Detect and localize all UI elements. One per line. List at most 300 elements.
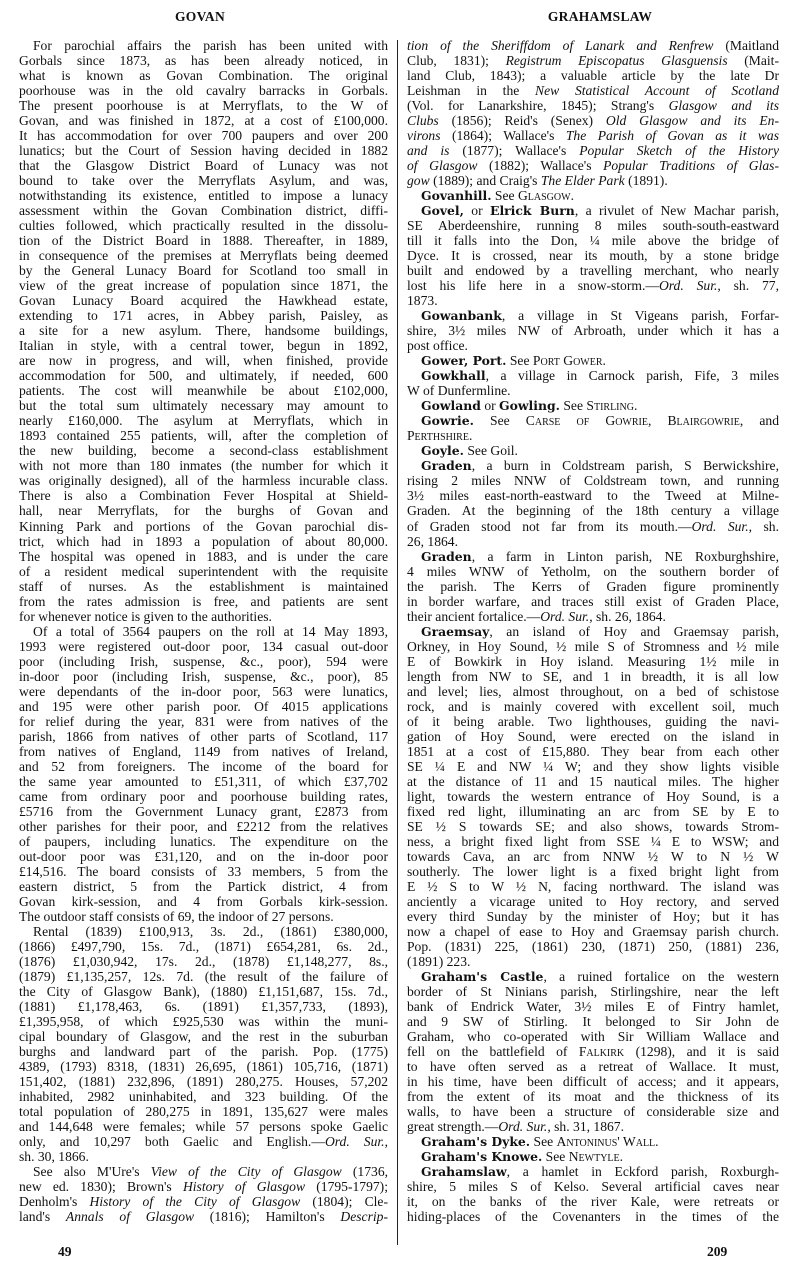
paragraph: [407, 1134, 779, 1149]
text-run: , an island of Hoy and Graemsay parish,: [489, 623, 779, 639]
text-line: [19, 654, 388, 669]
text-line: [407, 173, 779, 188]
cross-reference: Blairgowrie: [667, 413, 740, 429]
text-line: [407, 398, 779, 413]
page-number-right: 209: [707, 1244, 728, 1259]
text-line: [19, 879, 388, 894]
text-line: [19, 308, 388, 323]
text-run: parish, 1866 from natives of other parts of Scotland, 117: [19, 728, 388, 744]
text-run: £1,395,958, of which £925,530 was within the muni-: [19, 1014, 388, 1030]
text-run: (1876) £1,030,942, 17s. 2d., (1878) £1,148,277, 8s.,: [19, 953, 388, 969]
text-run: rising 2 miles NNW of Coldstream town, and running: [407, 473, 779, 489]
text-run: (1795-1797);: [305, 1179, 388, 1195]
paragraph: [19, 1164, 388, 1224]
text-run: (1736,: [341, 1164, 389, 1180]
text-line: [407, 774, 779, 789]
text-run: view of the great increase of population since 1871, the: [19, 278, 388, 294]
paragraph: [407, 353, 779, 368]
text-line: [19, 68, 388, 83]
text-run: .: [570, 188, 574, 204]
text-run: fell on the battlefield of: [407, 1044, 579, 1060]
italic-title: Registrum Episcopatus Glasguensis: [505, 53, 728, 69]
text-run: their ancient fortalice.—: [407, 608, 541, 624]
text-line: [407, 999, 779, 1014]
paragraph: [407, 203, 779, 308]
text-run: ness, a bright fixed light from SSE ¼ E to WSW; and: [407, 833, 779, 849]
text-line: [19, 128, 388, 143]
text-run: other parishes for their poor, and £2212 from the relatives: [19, 818, 388, 834]
text-run: , a village in Carnock parish, Fife, 3 miles: [485, 368, 779, 384]
text-line: [19, 684, 388, 699]
text-run: £5716 from the Government Lunacy grant, £2873 from: [19, 803, 388, 819]
text-run: accommodation for 500, and ultimately, if needed, 600: [19, 368, 388, 384]
paragraph: [407, 549, 779, 624]
italic-title: History of Glasgow: [182, 1179, 306, 1195]
italic-title: Popular Sketch of the History: [579, 143, 780, 159]
text-run: came from ordinary poor and poorhouse building rates,: [19, 788, 388, 804]
text-line: [407, 53, 779, 68]
text-run: from natives of England, 1149 from natives of Ireland,: [19, 743, 388, 759]
text-line: [407, 1074, 779, 1089]
paragraph: [407, 413, 779, 443]
italic-title: New Statistical Account of Scotland: [535, 83, 779, 99]
text-line: [407, 278, 779, 293]
text-line: [19, 233, 388, 248]
text-run: ,: [647, 413, 668, 429]
italic-title: Glasgow and its: [668, 98, 779, 114]
text-run: SE ¼ E and NW ¼ W; and they show lights visible: [407, 758, 779, 774]
text-line: [19, 173, 388, 188]
text-run: .: [619, 1149, 624, 1165]
text-line: [19, 1134, 388, 1149]
text-run: total population of 280,275 in 1891, 135,627 were males: [19, 1104, 388, 1120]
text-line: [19, 954, 388, 969]
text-line: [19, 1179, 388, 1194]
text-run: See: [473, 413, 526, 429]
text-line: [19, 1149, 388, 1164]
text-line: [19, 398, 388, 413]
text-run: , sh. 77,: [717, 278, 779, 294]
text-line: [19, 519, 388, 534]
entry-headword: Gower, Port.: [421, 353, 507, 369]
text-run: staff of nurses. As the establishment is maintained: [19, 578, 388, 594]
entry-headword: Govel,: [421, 203, 464, 219]
text-run: the parish. The Kerrs of Graden figure prominently: [407, 578, 779, 594]
paragraph: [407, 458, 779, 548]
paragraph: [407, 1149, 779, 1164]
text-line: [407, 1164, 779, 1179]
text-line: [407, 83, 779, 98]
italic-title: Popular Traditions of Glas-: [603, 158, 779, 174]
text-line: [407, 248, 779, 263]
text-line: [407, 1134, 779, 1149]
text-run: .: [633, 398, 638, 414]
italic-title: of Glasgow: [407, 158, 478, 174]
text-run: land Club, 1843); a valuable article by the late Dr: [407, 68, 779, 84]
text-line: [407, 669, 779, 684]
text-line: [407, 564, 779, 579]
text-line: [19, 1089, 388, 1104]
text-run: , sh. 26, 1864.: [589, 608, 666, 624]
text-run: See: [559, 398, 587, 414]
text-run: poor (including Irish, suspense, &c., poor), 594 were: [19, 653, 388, 669]
text-run: and 52 from foreigners. The income of the board for: [19, 758, 388, 774]
text-run: , a burn in Coldstream parish, S Berwickshire,: [471, 458, 779, 474]
text-run: , a village in St Vigeans parish, Forfar-: [501, 308, 779, 324]
text-run: poorhouse was in the old cavalry barracks in Gorbals.: [19, 83, 388, 99]
text-run: cipal boundary of Glasgow, and the rest in the suburban: [19, 1029, 388, 1045]
entry-headword: Govanhill.: [421, 188, 492, 204]
text-run: , sh. 31, 1867.: [547, 1119, 625, 1135]
text-line: [19, 1209, 388, 1224]
text-run: and 9 SW of Stirling. It belonged to Sir John de: [407, 1014, 779, 1030]
text-line: [19, 38, 388, 53]
text-line: [19, 383, 388, 398]
column-divider: [397, 40, 398, 1245]
text-run: ,: [384, 1134, 388, 1150]
text-line: [407, 819, 779, 834]
text-run: of Graden stood not far from its mouth.—: [407, 518, 692, 534]
text-run: border of St Ninians parish, Stirlingshire, near the left: [407, 983, 779, 999]
italic-title: View of the City of Glasgow: [150, 1164, 342, 1180]
text-line: [407, 158, 779, 173]
text-run: , a hamlet in Eckford parish, Roxburgh-: [506, 1164, 779, 1180]
text-line: [19, 624, 388, 639]
text-line: [19, 969, 388, 984]
text-line: [407, 218, 779, 233]
text-line: [407, 1029, 779, 1044]
text-run: now a chapel of ease to Hoy and Graemsay parish church.: [407, 923, 779, 939]
text-line: [407, 969, 779, 984]
paragraph: [407, 38, 779, 188]
italic-title: gow: [407, 173, 430, 189]
text-line: [19, 1164, 388, 1179]
text-run: (1816); Hamilton's: [194, 1209, 341, 1225]
text-run: light, towards the western entrance of Hoy Sound, is a: [407, 788, 779, 804]
text-run: out-door poor was £31,120, and on the in-door poor: [19, 848, 388, 864]
text-line: [19, 1119, 388, 1134]
text-run: nearly £160,000. The asylum at Merryflats, which in: [19, 413, 388, 429]
text-run: inhabited, 2982 uninhabited, and 323 building. Of the: [19, 1089, 388, 1105]
cross-reference: Carse of Gowrie: [525, 413, 648, 429]
text-run: and 195 were other parish poor. Of 4015 applications: [19, 698, 388, 714]
italic-title: Ord. Sur.: [658, 278, 718, 294]
text-run: shire, 5 miles S of Kelso. Several artificial caves near: [407, 1179, 779, 1195]
text-line: [19, 188, 388, 203]
text-line: [19, 639, 388, 654]
text-line: [407, 503, 779, 518]
cross-reference: Falkirk: [578, 1044, 625, 1060]
text-line: [19, 278, 388, 293]
text-run: trict, which had in 1893 a population of about 80,000.: [19, 533, 388, 549]
text-run: till it falls into the Don, ¼ mile above the bridge of: [407, 233, 779, 249]
text-run: 151,402, (1881) 232,896, (1891) 280,275. Houses, 57,202: [19, 1074, 388, 1090]
text-line: [19, 1104, 388, 1119]
text-run: from the rates admission is free, and patients are sent: [19, 593, 388, 609]
text-run: by the General Lunacy Board for Scotland too small in: [19, 263, 388, 279]
text-line: [19, 368, 388, 383]
text-line: [19, 534, 388, 549]
text-run: (1864); Wallace's: [440, 128, 566, 144]
entry-headword: Gowrie.: [421, 413, 474, 429]
text-run: (1298), and it is said: [624, 1044, 779, 1060]
text-run: length from NW to SE, and 1 in breadth, it is all low: [407, 668, 779, 684]
cross-reference: Port Gower: [532, 353, 603, 369]
text-line: [407, 1209, 779, 1224]
text-run: bank of Endrick Water, 3½ miles E of Fintry hamlet,: [407, 999, 779, 1014]
text-run: 1993 were registered out-door poor, 134 casual out-door: [19, 638, 388, 654]
text-run: 1851 at a cost of £15,880. They bear from each other: [407, 743, 779, 759]
text-run: (1866) £497,790, 15s. 7d., (1871) £654,281, 6s. 2d.,: [19, 938, 388, 954]
text-run: the City of Glasgow Bank), (1880) £1,151,687, 15s. 7d.,: [19, 983, 388, 999]
paragraph: [19, 38, 388, 624]
text-line: [407, 293, 779, 308]
text-run: of paupers, including lunatics. The expenditure on the: [19, 833, 388, 849]
text-line: [407, 1179, 779, 1194]
text-run: was originally designed), all of the harmless incurable class.: [19, 473, 388, 489]
text-run: 1873.: [407, 293, 438, 309]
text-line: [19, 564, 388, 579]
text-run: lunatics; but the Court of Session having decided in 1882: [19, 143, 388, 159]
text-run: Orkney, in Hoy Sound, ½ mile S of Stromness and ½ mile: [407, 638, 779, 654]
italic-title: and is: [407, 143, 450, 159]
text-line: [19, 909, 388, 924]
text-line: [407, 714, 779, 729]
text-run: Govan, and was finished in 1872, at a cost of £100,000.: [19, 113, 388, 129]
entry-headword: Gowland: [421, 398, 481, 414]
text-line: [407, 519, 779, 534]
text-run: tion of the District Board in 1888. Thereafter, in 1889,: [19, 233, 388, 249]
text-run: eastern district, 5 from the Partick district, 4 from: [19, 878, 388, 894]
text-run: that the Glasgow District Board of Lunacy was not: [19, 158, 388, 174]
text-line: [407, 609, 779, 624]
text-line: [407, 113, 779, 128]
text-run: , and: [739, 413, 779, 429]
text-run: of a resident medical superintendent with the requisite: [19, 563, 388, 579]
italic-title: Descrip-: [340, 1209, 388, 1225]
text-run: See: [542, 1149, 569, 1165]
text-line: [407, 38, 779, 53]
text-run: the new building, become a second-class establishment: [19, 443, 388, 459]
text-run: Leishman in the: [407, 83, 536, 99]
text-line: [19, 984, 388, 999]
text-line: [19, 549, 388, 564]
text-run: The present poorhouse is at Merryflats, to the W of: [19, 98, 388, 114]
text-line: [407, 654, 779, 669]
text-run: fixed red light, illuminating an arc from SE by E to: [407, 803, 779, 819]
text-line: [407, 263, 779, 278]
text-run: For parochial affairs the parish has been united with: [33, 38, 388, 53]
text-line: [407, 368, 779, 383]
text-run: See: [506, 353, 533, 369]
text-run: anciently a vicarage united to Hoy rectory, and served: [407, 893, 779, 909]
text-line: [407, 428, 779, 443]
text-line: [407, 759, 779, 774]
text-run: , a ruined fortalice on the western: [543, 968, 779, 984]
text-line: [19, 443, 388, 458]
right-column: [407, 38, 779, 1224]
text-run: (1889); and Craig's: [429, 173, 541, 189]
text-line: [19, 699, 388, 714]
text-run: land's: [19, 1209, 66, 1225]
paragraph: [407, 188, 779, 203]
text-line: [19, 774, 388, 789]
text-line: [19, 729, 388, 744]
text-line: [19, 503, 388, 518]
text-line: [19, 894, 388, 909]
text-run: , sh.: [748, 518, 779, 534]
text-run: Denholm's: [19, 1194, 90, 1210]
text-run: sh. 30, 1866.: [19, 1149, 89, 1165]
text-line: [19, 1074, 388, 1089]
text-line: [19, 293, 388, 308]
paragraph: [407, 624, 779, 969]
text-line: [19, 113, 388, 128]
text-line: [19, 263, 388, 278]
text-line: [407, 233, 779, 248]
running-head-right: GRAHAMSLAW: [547, 9, 653, 24]
text-run: notwithstanding its existence, entitled to impose a lunacy: [19, 188, 388, 204]
entry-headword: Graham's Knowe.: [421, 1149, 543, 1165]
text-run: (1804); Cle-: [300, 1194, 388, 1210]
paragraph: [407, 969, 779, 1134]
text-run: Govan kirk-session, and 4 from Gorbals kirk-session.: [19, 893, 388, 909]
text-line: [19, 1194, 388, 1209]
text-line: [407, 534, 779, 549]
text-line: [19, 924, 388, 939]
text-line: [19, 744, 388, 759]
text-run: with not more than 180 inmates (the number for which it: [19, 458, 388, 474]
italic-title: Ord. Sur.: [324, 1134, 385, 1150]
text-line: [407, 879, 779, 894]
text-run: (1882); Wallace's: [477, 158, 604, 174]
text-run: Govan Lunacy Board acquired the Hawkhead estate,: [19, 293, 388, 309]
text-run: Kinning Park and portions of the Govan parochial dis-: [19, 518, 388, 534]
italic-title: The Elder Park: [540, 173, 625, 189]
entry-headword: Grahamslaw: [421, 1164, 507, 1180]
text-line: [407, 849, 779, 864]
cross-reference: Antoninus' Wall: [556, 1134, 656, 1150]
text-run: SE ½ S towards SE; and also shows, towards Strom-: [407, 818, 779, 834]
text-run: 3½ miles east-north-eastward to the Tweed at Milne-: [407, 488, 779, 504]
text-run: in his time, have been difficult of access; and it appears,: [407, 1074, 779, 1090]
paragraph: [19, 624, 388, 924]
text-run: and 144,648 were females; while 57 persons spoke Gaelic: [19, 1119, 388, 1135]
text-run: the same year amounted to £51,311, of which £37,702: [19, 773, 388, 789]
text-line: [407, 684, 779, 699]
text-line: [19, 143, 388, 158]
text-run: (1881) £1,178,463, 6s. (1891) £1,357,733, (1893),: [19, 999, 388, 1014]
text-run: in border warfare, and traces still exist of Graden Place,: [407, 593, 779, 609]
text-run: The hospital was opened in 1883, and is under the care: [19, 548, 388, 564]
text-line: [407, 804, 779, 819]
text-line: [19, 53, 388, 68]
text-line: [407, 128, 779, 143]
entry-headword: Elrick Burn: [490, 203, 575, 219]
text-line: [407, 1044, 779, 1059]
text-line: [407, 789, 779, 804]
text-line: [407, 203, 779, 218]
text-run: extending to 171 acres, in Abbey parish, Paisley, as: [19, 308, 388, 324]
text-line: [19, 83, 388, 98]
text-run: it, on the banks of the river Kale, were retreats or: [407, 1194, 779, 1210]
text-run: 1893 contained 255 patients, will, after the completion of: [19, 428, 388, 444]
text-run: .: [655, 1134, 659, 1150]
text-run: (Maitland: [713, 38, 779, 53]
text-run: are now in progress, and will, when finished, provide: [19, 353, 388, 369]
text-line: [19, 849, 388, 864]
text-line: [407, 488, 779, 503]
text-line: [407, 549, 779, 564]
text-run: or: [463, 203, 490, 219]
text-run: SE Aberdeenshire, running 8 miles south-south-eastward: [407, 218, 779, 234]
text-line: [19, 714, 388, 729]
text-line: [19, 864, 388, 879]
text-line: [19, 428, 388, 443]
text-run: .: [468, 428, 473, 444]
paragraph: [407, 398, 779, 413]
text-run: were dependants of the in-door poor, 563 were lunatics,: [19, 683, 388, 699]
text-line: [407, 98, 779, 113]
text-line: [407, 864, 779, 879]
text-run: Italian in style, with a central tower, begun in 1892,: [19, 338, 388, 354]
paragraph: [407, 308, 779, 353]
text-run: (1879) £1,135,257, 12s. 7d. (the result of the failure of: [19, 968, 388, 984]
text-run: towards Cava, an arc from NNW ½ W to N ½ W: [407, 848, 779, 864]
text-line: [407, 624, 779, 639]
text-line: [19, 1014, 388, 1029]
text-run: It has accommodation for over 700 paupers and over 200: [19, 128, 388, 144]
entry-headword: Gowling.: [499, 398, 560, 414]
italic-title: The Parish of Govan as it was: [565, 128, 779, 144]
text-run: , a rivulet of New Machar parish,: [574, 203, 779, 219]
paragraph: [407, 443, 779, 458]
text-line: [407, 639, 779, 654]
text-run: Dyce. It is crossed, near its mouth, by a stone bridge: [407, 248, 779, 264]
text-line: [19, 759, 388, 774]
text-run: southerly. The lower light is a fixed bright light from: [407, 863, 779, 879]
entry-headword: Graemsay: [421, 623, 490, 639]
text-line: [19, 819, 388, 834]
text-line: [407, 579, 779, 594]
text-line: [19, 98, 388, 113]
text-run: a site for a new asylum. There, handsome buildings,: [19, 323, 388, 339]
text-run: what is known as Govan Combination. The original: [19, 68, 388, 84]
text-line: [407, 1194, 779, 1209]
text-line: [19, 353, 388, 368]
text-run: See: [491, 188, 518, 204]
italic-title: Ord. Sur.: [498, 1119, 548, 1135]
text-run: W of Dunfermline.: [407, 383, 511, 399]
text-line: [407, 458, 779, 473]
text-line: [19, 669, 388, 684]
entry-headword: Goyle.: [421, 443, 464, 459]
text-run: shire, 3½ miles NW of Arbroath, under which it has a: [407, 323, 779, 339]
text-run: lost his life here in a snow-storm.—: [407, 278, 659, 294]
text-run: burghs and landward part of the parish. Pop. (1775): [19, 1044, 388, 1060]
text-line: [407, 954, 779, 969]
cross-reference: Stirling: [586, 398, 634, 414]
text-line: [407, 984, 779, 999]
text-run: .: [602, 353, 606, 369]
entry-headword: Graden: [421, 458, 472, 474]
text-line: [407, 143, 779, 158]
text-line: [407, 939, 779, 954]
text-line: [19, 939, 388, 954]
text-line: [19, 413, 388, 428]
italic-title: Ord. Sur.: [691, 518, 749, 534]
text-run: culties followed, which practically resulted in the dissolu-: [19, 218, 388, 234]
